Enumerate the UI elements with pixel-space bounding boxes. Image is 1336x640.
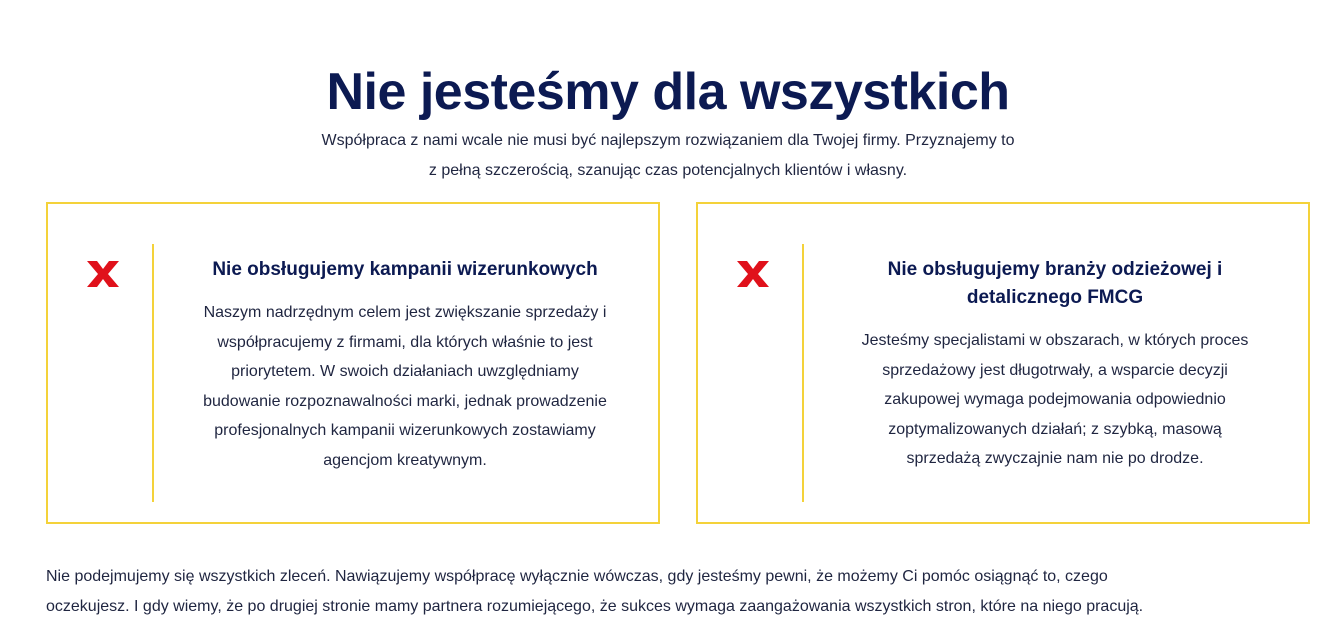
card-no-image-campaigns <box>46 202 660 524</box>
card-text-line: agencjom kreatywnym. <box>323 451 487 469</box>
closing-paragraph <box>46 562 1316 622</box>
card-text-line: profesjonalnych kampanii wizerunkowych zostawiamy <box>214 422 596 439</box>
card-title <box>170 256 640 284</box>
page-subtitle <box>240 126 1096 186</box>
closing-line: oczekujesz. I gdy wiemy, że po drugiej stronie mamy partnera rozumiejącego, że sukces wymaga zaangażowania wszystkich stron, które na niego pracują. <box>46 598 1144 615</box>
closing-line: Nie podejmujemy się wszystkich zleceń. Nawiązujemy współpracę wyłącznie wówczas, gdy jesteśmy pewni, że możemy Ci pomóc osiągnąć to, czego <box>46 568 1108 585</box>
card-divider <box>152 244 154 502</box>
card-title-line: Nie obsługujemy branży odzieżowej i <box>887 259 1223 280</box>
card-text <box>170 298 640 475</box>
card-text <box>820 326 1290 474</box>
card-text-line: budowanie rozpoznawalności marki, jednak prowadzenie <box>203 392 607 410</box>
x-icon <box>736 260 770 288</box>
card-text-line: priorytetem. W swoich działaniach uwzględniamy <box>231 363 579 380</box>
card-body <box>820 256 1290 474</box>
card-title <box>820 256 1290 312</box>
card-body <box>170 256 640 475</box>
card-text-line: zoptymalizowanych działań; z szybką, masową <box>888 420 1222 438</box>
subtitle-line: Współpraca z nami wcale nie musi być najlepszym rozwiązaniem dla Twojej firmy. Przyznajemy to <box>321 132 1015 149</box>
card-text-line: współpracujemy z firmami, dla których właśnie to jest <box>217 333 593 351</box>
card-text-line: sprzedażą zwyczajnie nam nie po drodze. <box>906 450 1204 467</box>
card-text-line: Jesteśmy specjalistami w obszarach, w których proces <box>861 332 1249 349</box>
card-no-fashion-fmcg <box>696 202 1310 524</box>
card-text-line: zakupowej wymaga podejmowania odpowiednio <box>884 391 1226 408</box>
page-title: Nie jesteśmy dla wszystkich <box>326 62 1010 121</box>
card-title-line: detalicznego FMCG <box>966 287 1144 308</box>
card-text-line: sprzedażowy jest długotrwały, a wsparcie decyzji <box>882 361 1228 379</box>
card-text-line: Naszym nadrzędnym celem jest zwiększanie sprzedaży i <box>203 304 607 321</box>
card-title-line: Nie obsługujemy kampanii wizerunkowych <box>212 259 598 280</box>
subtitle-line: z pełną szczerością, szanując czas potencjalnych klientów i własny. <box>428 162 908 179</box>
card-divider <box>802 244 804 502</box>
x-icon <box>86 260 120 288</box>
